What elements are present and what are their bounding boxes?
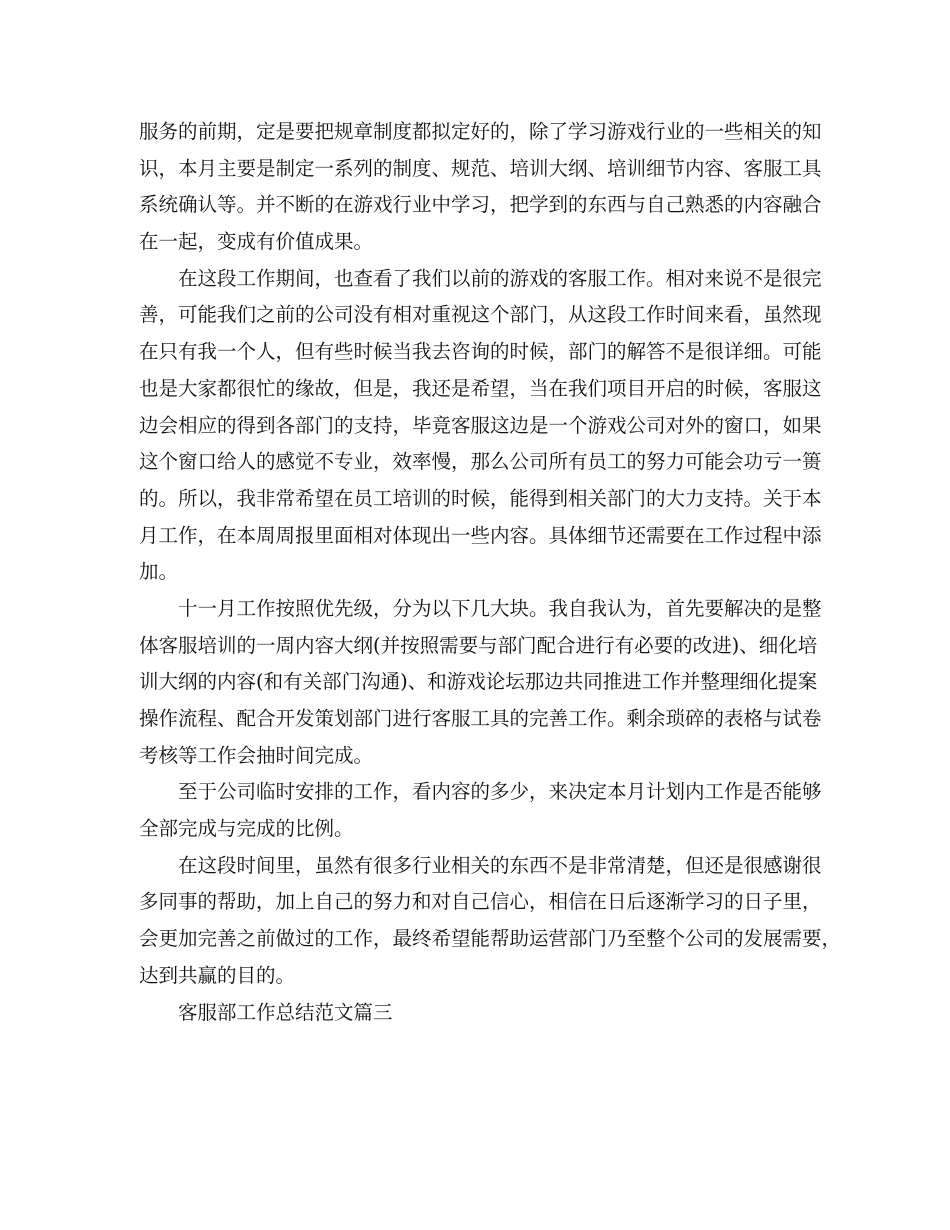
- text-line: 在这段工作期间，也查看了我们以前的游戏的客服工作。相对来说不是很完: [178, 266, 822, 290]
- text-line: 十一月工作按照优先级，分为以下几大块。我自我认为，首先要解决的是整: [178, 596, 822, 620]
- text-line: 也是大家都很忙的缘故，但是，我还是希望，当在我们项目开启的时候，客服这: [139, 376, 822, 400]
- text-line: 边会相应的得到各部门的支持，毕竟客服这边是一个游戏公司对外的窗口，如果: [139, 413, 822, 437]
- text-line: 加。: [139, 560, 179, 584]
- text-line: 系统确认等。并不断的在游戏行业中学习，把学到的东西与自己熟悉的内容融合: [139, 193, 822, 217]
- paragraph-3: [139, 591, 822, 774]
- paragraph-2: [139, 261, 822, 591]
- text-line: 操作流程、配合开发策划部门进行客服工具的完善工作。剩余琐碎的表格与试卷: [139, 707, 822, 730]
- text-line: 会更加完善之前做过的工作，最终希望能帮助运营部门乃至整个公司的发展需要，: [139, 927, 842, 951]
- text-line: 这个窗口给人的感觉不专业，效率慢，那么公司所有员工的努力可能会功亏一篑: [139, 450, 822, 474]
- section-heading: [139, 995, 806, 1032]
- text-line: 服务的前期，定是要把规章制度都拟定好的，除了学习游戏行业的一些相关的知: [139, 120, 822, 143]
- text-line: 的。所以，我非常希望在员工培训的时候，能得到相关部门的大力支持。关于本: [139, 486, 822, 510]
- text-line: 在一起，变成有价值成果。: [139, 230, 374, 254]
- text-line: 在只有我一个人，但有些时候当我去咨询的时候，部门的解答不是很详细。可能: [139, 340, 822, 364]
- text-line: 月工作，在本周周报里面相对体现出一些内容。具体细节还需要在工作过程中添: [139, 523, 822, 547]
- text-line: 善，可能我们之前的公司没有相对重视这个部门，从这段工作时间来看，虽然现: [139, 303, 822, 327]
- text-line: 识，本月主要是制定一系列的制度、规范、培训大纲、培训细节内容、客服工具: [139, 156, 822, 180]
- text-line: 达到共赢的目的。: [139, 963, 296, 987]
- text-line: 训大纲的内容(和有关部门沟通)、和游戏论坛那边共同推进工作并整理细化提案: [139, 670, 818, 694]
- text-line: 至于公司临时安排的工作，看内容的多少，来决定本月计划内工作是否能够: [178, 780, 822, 804]
- text-line: 考核等工作会抽时间完成。: [139, 743, 374, 767]
- paragraph-4: [139, 774, 822, 847]
- text-line: 多同事的帮助，加上自己的努力和对自己信心，相信在日后逐渐学习的日子里，: [139, 890, 822, 914]
- paragraph-5: [139, 848, 842, 995]
- paragraph-1: [139, 114, 822, 261]
- text-line: 在这段时间里，虽然有很多行业相关的东西不是非常清楚，但还是很感谢很: [178, 853, 822, 877]
- text-line: 全部完成与完成的比例。: [139, 817, 354, 841]
- text-line: 体客服培训的一周内容大纲(并按照需要与部门配合进行有必要的改进)、细化培: [139, 633, 818, 657]
- document-body: [139, 114, 842, 1031]
- heading-text: 客服部工作总结范文篇三: [178, 1000, 393, 1024]
